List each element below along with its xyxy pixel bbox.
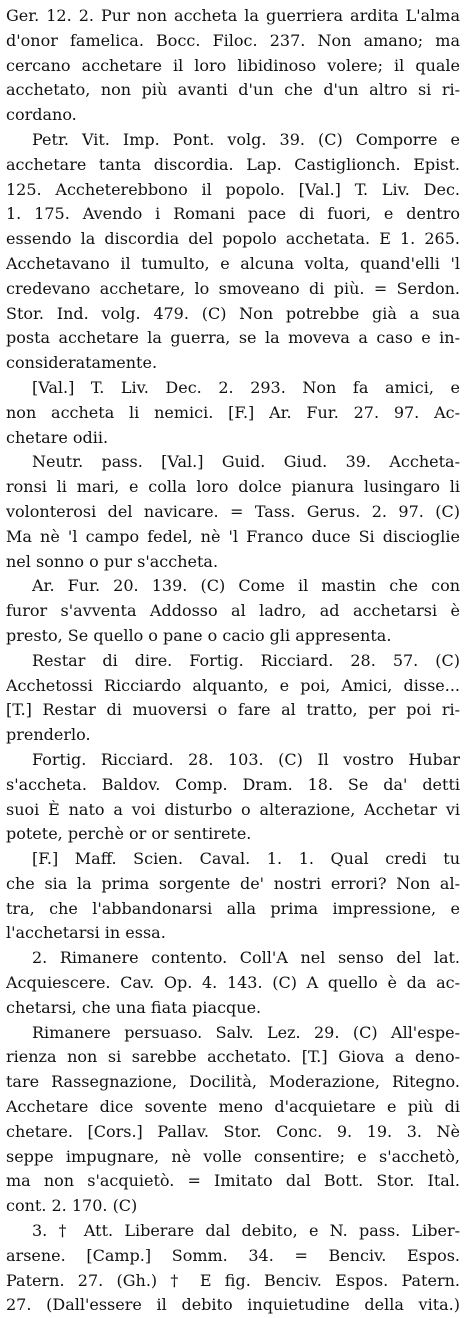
text-line: Ger. 12. 2. Pur non accheta la guerriera ardita L'alma xyxy=(6,6,460,25)
text-line: non accheta li nemici. [F.] Ar. Fur. 27. 97. Ac- xyxy=(6,402,460,422)
text-line: ronsi li mari, e colla loro dolce pianura lusingaro li xyxy=(6,477,460,497)
text-line: che sia la prima sorgente de' nostri errori? Non al- xyxy=(6,873,460,893)
text-line: Fortig. Ricciard. 28. 103. (C) Il vostro Hubar xyxy=(32,749,460,769)
text-line: arsene. [Camp.] Somm. 34. = Benciv. Espos. xyxy=(6,1245,460,1265)
text-line: Ar. Fur. 20. 139. (C) Come il mastin che con xyxy=(32,576,460,596)
text-line: posta acchetare la guerra, se la moveva a caso e in- xyxy=(6,328,460,348)
text-line: chetare odii. xyxy=(6,427,109,447)
text-line: Restar di dire. Fortig. Ricciard. 28. 57. (C) xyxy=(32,650,460,670)
text-line: volonterosi del navicare. = Tass. Gerus. 2. 97. (C) xyxy=(6,501,460,521)
text-line: acchetare tanta discordia. Lap. Castiglionch. Epist. xyxy=(6,154,460,174)
text-line: Acquiescere. Cav. Op. 4. 143. (C) A quello è da ac- xyxy=(6,973,460,993)
text-line: l'acchetarsi in essa. xyxy=(6,923,166,943)
text-line: presto, Se quello o pane o cacio gli appresenta. xyxy=(6,625,392,645)
text-line: Ma nè 'l campo fedel, nè 'l Franco duce Si discioglie xyxy=(6,526,460,546)
text-line: 27. (Dall'essere il debito inquietudine della vita.) xyxy=(6,1295,460,1315)
text-line: 2. Rimanere contento. Coll'A nel senso del lat. xyxy=(32,948,460,968)
text-line: cordano. xyxy=(6,105,77,125)
text-line: tra, che l'abbandonarsi alla prima impressione, e xyxy=(6,898,460,918)
text-line: prenderlo. xyxy=(6,725,91,745)
text-line: Neutr. pass. [Val.] Guid. Giud. 39. Accheta- xyxy=(32,452,460,472)
text-line: ma non s'acquietò. = Imitato dal Bott. Stor. Ital. xyxy=(6,1171,460,1191)
text-line: 3. † Att. Liberare dal debito, e N. pass. Liber- xyxy=(32,1221,460,1241)
text-line: chetarsi, che una fiata piacque. xyxy=(6,997,262,1017)
text-line: nel sonno o pur s'accheta. xyxy=(6,551,219,571)
text-line: 1. 175. Avendo i Romani pace di fuori, e dentro xyxy=(6,204,460,224)
text-line: essendo la discordia del popolo acchetata. E 1. 265. xyxy=(6,229,460,249)
text-line: d'onor famelica. Bocc. Filoc. 237. Non amano; ma xyxy=(6,30,460,50)
text-line: [Val.] T. Liv. Dec. 2. 293. Non fa amici, e xyxy=(32,377,460,397)
text-line: suoi È nato a voi disturbo o alterazione, Acchetar vi xyxy=(6,799,460,819)
text-line: Acchetare dice sovente meno d'acquietare e più di xyxy=(6,1097,460,1117)
text-line: s'accheta. Baldov. Comp. Dram. 18. Se da' detti xyxy=(6,774,460,794)
text-line: [F.] Maff. Scien. Caval. 1. 1. Qual credi tu xyxy=(32,849,460,869)
text-line: chetare. [Cors.] Pallav. Stor. Conc. 9. 19. 3. Nè xyxy=(6,1121,460,1141)
text-line: acchetato, non più avanti d'un che d'un altro si ri- xyxy=(6,80,460,100)
text-line: Patern. 27. (Gh.) † E fig. Benciv. Espos. Patern. xyxy=(6,1270,460,1290)
text-line: 125. Accheterebbono il popolo. [Val.] T. Liv. Dec. xyxy=(6,179,460,199)
text-line: Rimanere persuaso. Salv. Lez. 29. (C) All'espe- xyxy=(32,1022,460,1042)
text-line: furor s'avventa Addosso al ladro, ad acchetarsi è xyxy=(6,601,460,621)
text-line: Acchetavano il tumulto, e alcuna volta, quand'elli 'l xyxy=(6,253,460,273)
text-line: cont. 2. 170. (C) xyxy=(6,1196,138,1216)
text-line: tare Rassegnazione, Docilità, Moderazione, Ritegno. xyxy=(6,1072,460,1092)
text-line: Acchetossi Ricciardo alquanto, e poi, Amici, disse... xyxy=(6,675,460,695)
text-line: cercano acchetare il loro libidinoso volere; il quale xyxy=(6,55,460,75)
text-line: [T.] Restar di muoversi o fare al tratto, per poi ri- xyxy=(6,700,460,720)
text-line: seppe impugnare, nè volle consentire; e s'acchetò, xyxy=(6,1146,460,1166)
text-line: consideratamente. xyxy=(6,353,158,373)
text-line: potete, perchè or or sentirete. xyxy=(6,824,252,844)
text-line: Petr. Vit. Imp. Pont. volg. 39. (C) Comporre e xyxy=(32,129,460,149)
text-line: Stor. Ind. volg. 479. (C) Non potrebbe già a sua xyxy=(6,303,460,323)
text-line: rienza non si sarebbe acchetato. [T.] Giova a deno- xyxy=(6,1047,460,1067)
text-line: credevano acchetare, lo smoveano di più. = Serdon. xyxy=(6,278,460,298)
